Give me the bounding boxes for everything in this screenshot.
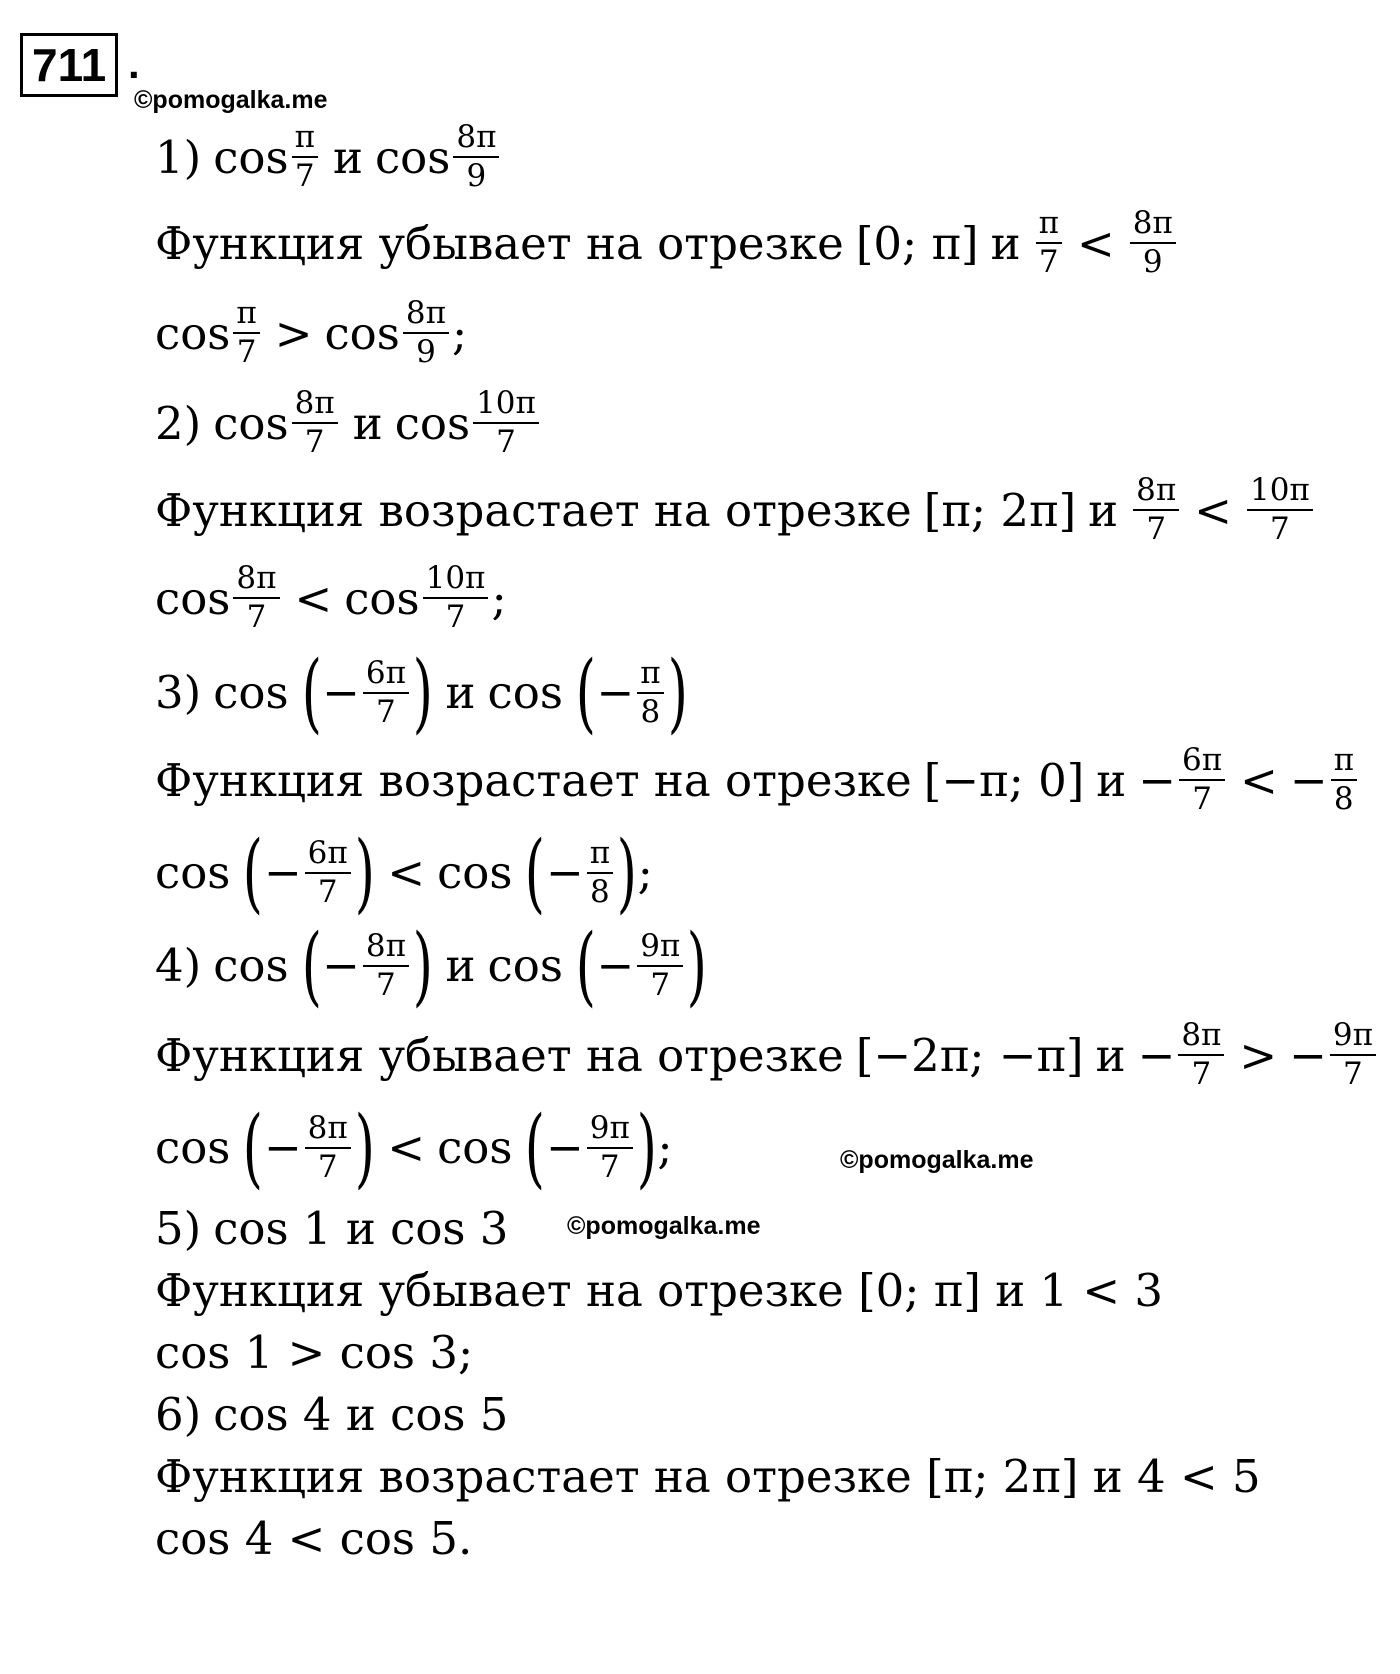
watermark: ©pomogalka.me [567,1212,761,1240]
watermark: ©pomogalka.me [840,1146,1034,1174]
part-1-result: cos π 7 > cos 8π 9 ; [155,295,468,370]
part-1-reason: Функция убывает на отрезке [0; π] и π 7 < 8π 9 [155,198,1179,288]
part-5-statement: 5) cos 1 и cos 3 [155,1201,509,1255]
part-5-reason: Функция убывает на отрезке [0; π] и 1 < 3 [155,1263,1164,1317]
part-6-result: cos 4 < cos 5. [155,1511,473,1565]
part-6-reason: Функция возрастает на отрезке [π; 2π] и 4 < 5 [155,1449,1261,1503]
part-3-reason: Функция возрастает на отрезке [−π; 0] и − $\frac{6\pi}{7}$ < − $\frac{\pi}{8}$ [155,735,1360,825]
part-6-statement: 6) cos 4 и cos 5 [155,1387,509,1441]
part-2-result: cos 8π 7 < cos 10π 7 ; [155,560,507,635]
problem-number-dot: . [128,40,140,87]
part-4-result: cos ( − $\frac{8\pi}{7}$ ) < cos ( − $\frac{9\pi}{7}$ ) ; [155,1097,673,1198]
part-3-result: cos ( − $\frac{6\pi}{7}$ ) < cos ( − $\frac{\pi}{8}$ ) ; [155,822,653,923]
part-5-result: cos 1 > cos 3; [155,1325,474,1379]
problem-number: 711 [20,33,118,97]
watermark: ©pomogalka.me [134,86,328,114]
part-1-statement: 1) cos π 7 и cos 8π 9 [155,112,502,202]
part-3-statement: 3) cos ( − $\frac{6\pi}{7}$ ) и cos ( − $\frac{\pi}{8}$ ) [155,642,688,743]
part-4-reason: Функция убывает на отрезке [−2π; −π] и − $\frac{8\pi}{7}$ > − $\frac{9\pi}{7}$ [155,1010,1379,1100]
part-2-reason: Функция возрастает на отрезке [π; 2π] и 8π 7 < 10π 7 [155,465,1316,555]
part-2-statement: 2) cos 8π 7 и cos 10π 7 [155,378,542,468]
part-4-statement: 4) cos ( − $\frac{8\pi}{7}$ ) и cos ( − $\frac{9\pi}{7}$ ) [155,915,708,1016]
